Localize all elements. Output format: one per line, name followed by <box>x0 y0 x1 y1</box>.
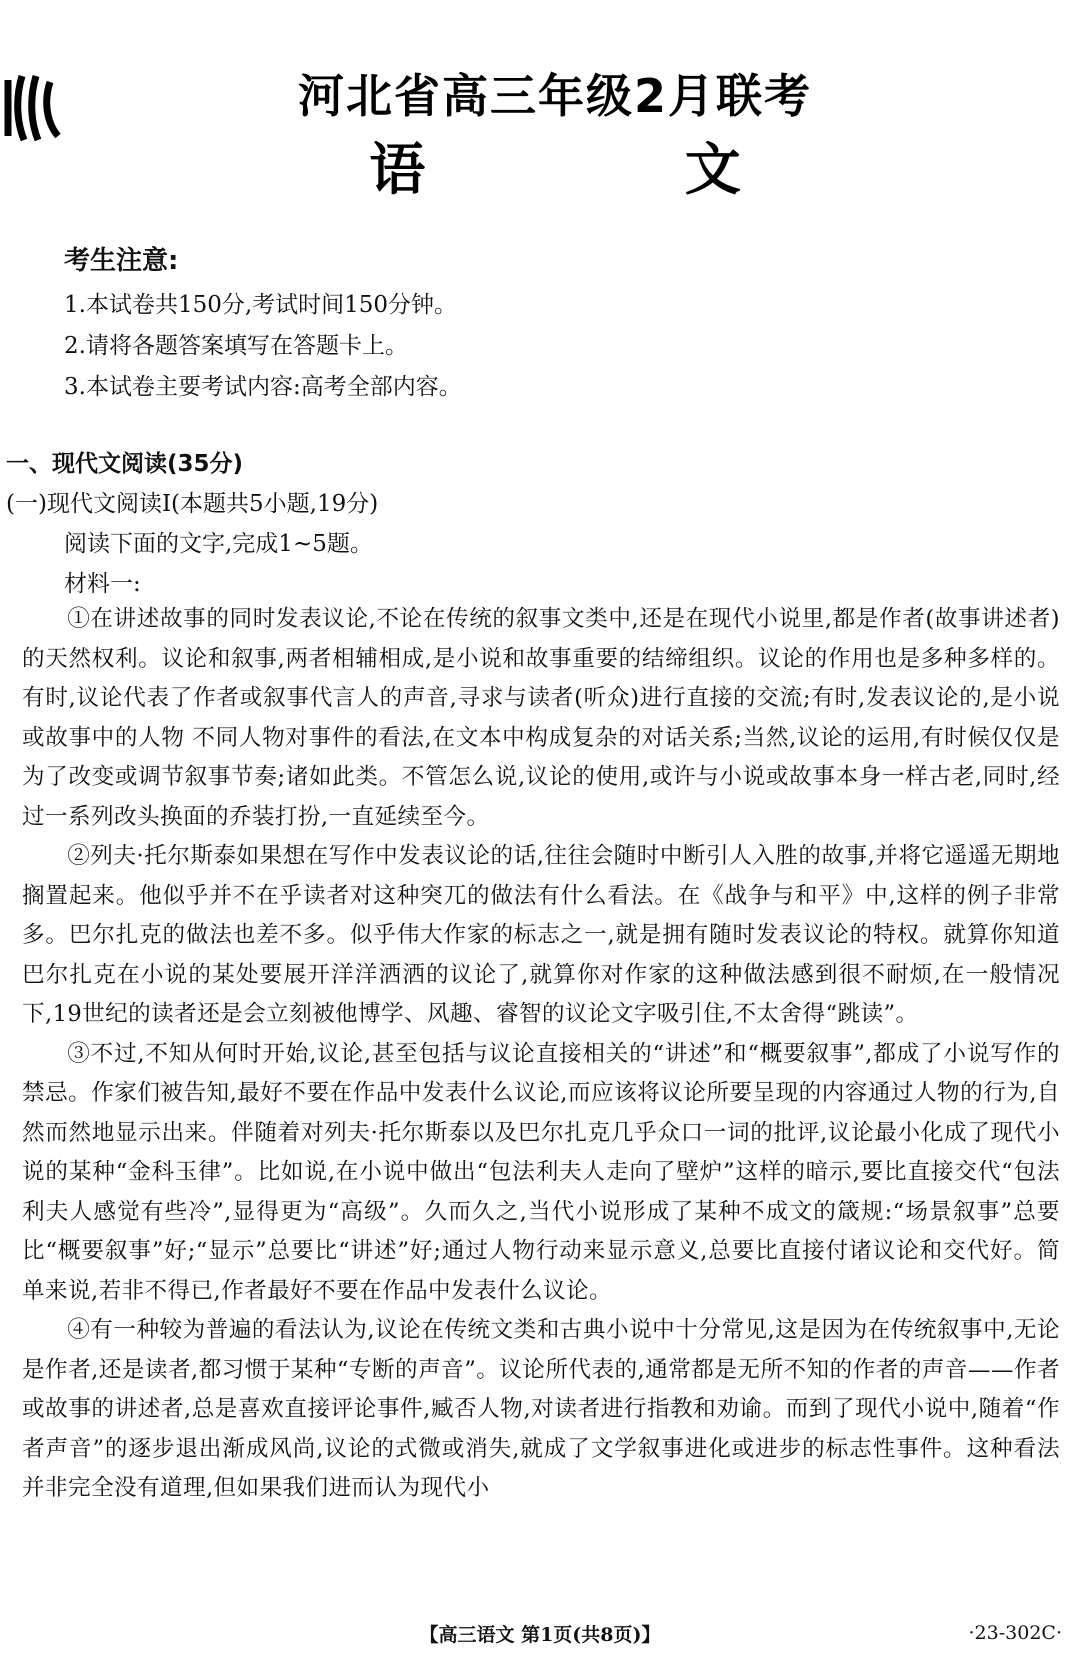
section-subheading: (一)现代文阅读Ⅰ(本题共5小题,19分) <box>6 491 379 517</box>
exam-code: ·23-302C· <box>968 1622 1062 1644</box>
material-label: 材料一: <box>64 571 141 597</box>
exam-title: 河北省高三年级2月联考 <box>297 69 812 123</box>
paragraph: ③不过,不知从何时开始,议论,甚至包括与议论直接相关的“讲述”和“概要叙事”,都成了小说写作的禁忌。作家们被告知,最好不要在作品中发表什么议论,而应该将议论所要呈现的内容通过人物的行为,自然而然地显示出来。伴随着对列夫·托尔斯泰以及巴尔扎克几乎众口一词的批评,议论最小化成了现代小说的某种“金科玉律”。比如说,在小说中做出“包法利夫人走向了壁炉”这样的暗示,要比直接交代“包法利夫人感觉有些冷”,显得更为“高级”。久而久之,当代小说形成了某种不成文的箴规:“场景叙事”总要比“概要叙事”好;“显示”总要比“讲述”好;通过人物行动来显示意义,总要比直接付诸议论和交代好。简单来说,若非不得已,作者最好不要在作品中发表什么议论。 <box>22 1040 1060 1304</box>
paragraph: ①在讲述故事的同时发表议论,不论在传统的叙事文类中,还是在现代小说里,都是作者(故事讲述者)的天然权利。议论和叙事,两者相辅相成,是小说和故事重要的结缔组织。议论的作用也是多种多样的。有时,议论代表了作者或叙事代言人的声音,寻求与读者(听众)进行直接的交流;有时,发表议论的,是小说或故事中的人物 不同人物对事件的看法,在文本中构成复杂的对话关系;当然,议论的运用,有时候仅仅是为了改变或调节叙事节奏;诸如此类。不管怎么说,议论的使用,或许与小说或故事本身一样古老,同时,经过一系列改头换面的乔装打扮,一直延续至今。 <box>22 606 1060 830</box>
paragraph: ④有一种较为普遍的看法认为,议论在传统文类和古典小说中十分常见,这是因为在传统叙事中,无论是作者,还是读者,都习惯于某种“专断的声音”。议论所代表的,通常都是无所不知的作者的声音——作者或故事的讲述者,总是喜欢直接评论事件,臧否人物,对读者进行指教和劝谕。而到了现代小说中,随着“作者声音”的逐步退出渐成风尚,议论的式微或消失,就成了文学叙事进化或进步的标志性事件。这种看法并非完全没有道理,但如果我们进而认为现代小 <box>22 1317 1060 1501</box>
paragraph: ②列夫·托尔斯泰如果想在写作中发表议论的话,往往会随时中断引人入胜的故事,并将它遥遥无期地搁置起来。他似乎并不在乎读者对这种突兀的做法有什么看法。在《战争与和平》中,这样的例子非常多。巴尔扎克的做法也差不多。似乎伟大作家的标志之一,就是拥有随时发表议论的特权。就算你知道巴尔扎克在小说的某处要展开洋洋洒洒的议论了,就算你对作家的这种做法感到很不耐烦,在一般情况下,19世纪的读者还是会立刻被他博学、风趣、睿智的议论文字吸引住,不太舍得“跳读”。 <box>22 843 1060 1027</box>
section-instruction: 阅读下面的文字,完成1~5题。 <box>64 531 373 557</box>
notice-item: 1.本试卷共150分,考试时间150分钟。 <box>64 292 458 318</box>
notice-item: 2.请将各题答案填写在答题卡上。 <box>64 333 408 359</box>
subject-title: 语 文 <box>369 138 861 203</box>
material-one-text <box>22 600 1060 1509</box>
section-heading: 一、现代文阅读(35分) <box>6 451 244 477</box>
candidate-notice <box>64 240 462 408</box>
section-modern-reading <box>6 444 378 604</box>
page-number: 【高三语文 第1页(共8页)】 <box>419 1624 661 1646</box>
notice-heading: 考生注意: <box>64 246 179 276</box>
notice-item: 3.本试卷主要考试内容:高考全部内容。 <box>64 374 462 400</box>
